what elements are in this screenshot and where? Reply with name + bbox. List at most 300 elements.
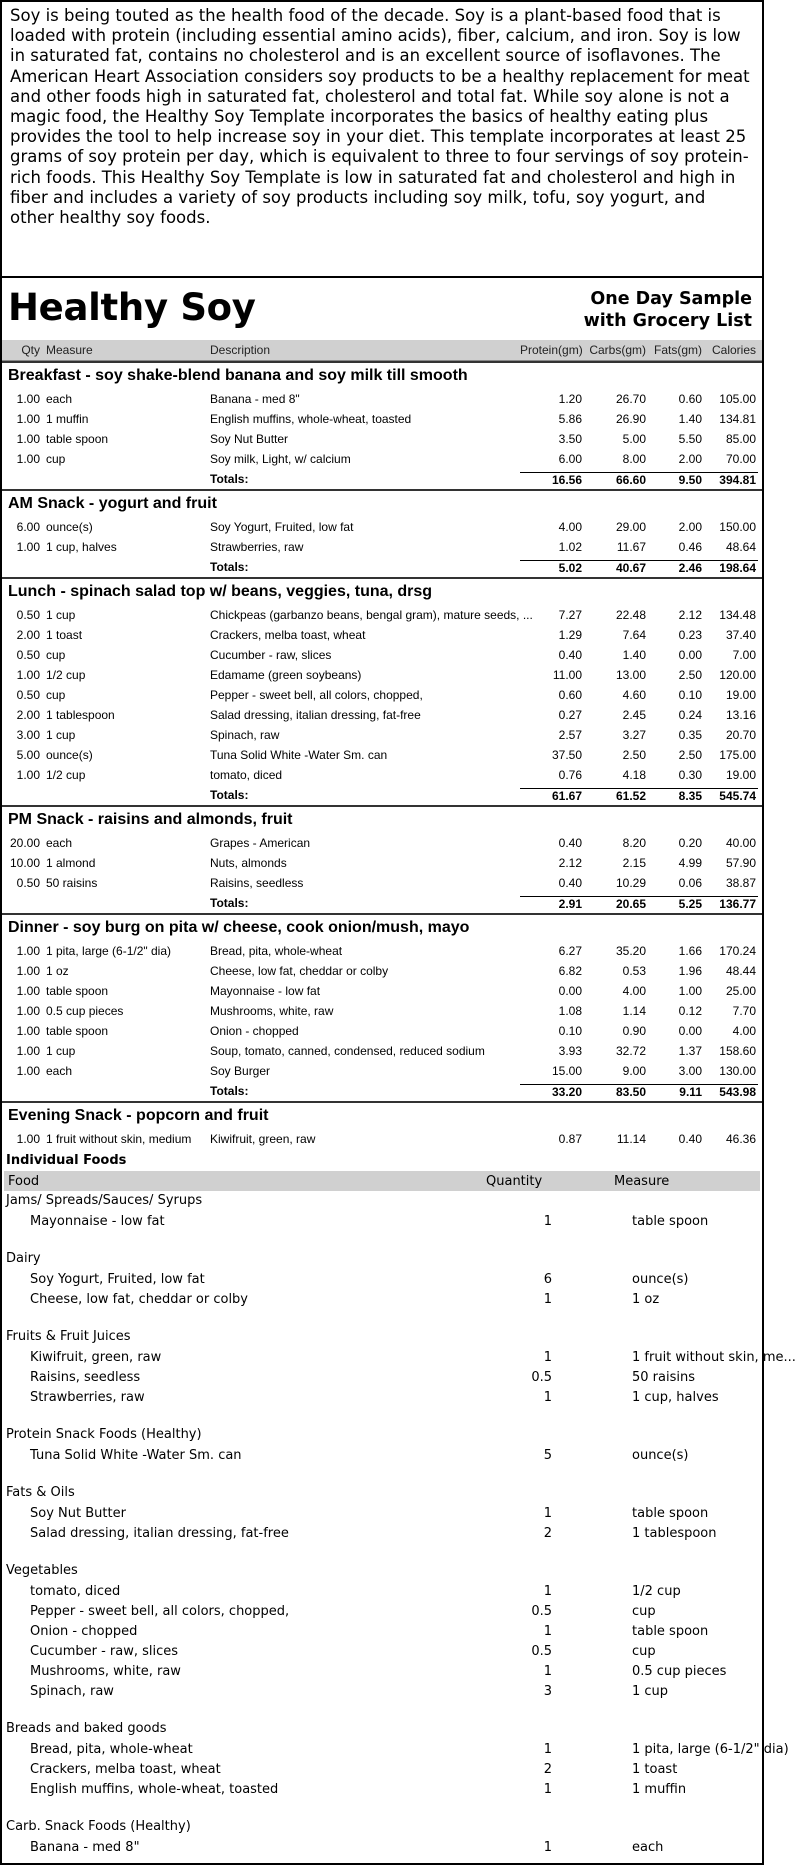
sample-label: [584, 288, 752, 332]
list-item: [2, 1503, 762, 1523]
measure-cell: cup: [46, 688, 66, 702]
table-row: [2, 765, 762, 785]
calories-cell: 13.16: [725, 708, 756, 722]
measure-cell: 1 muffin: [46, 412, 89, 426]
protein-cell: 6.82: [558, 964, 582, 978]
food-quantity: 2: [543, 1761, 552, 1777]
list-item: [2, 1269, 762, 1289]
food-quantity: 5: [543, 1447, 552, 1463]
totals-row: [2, 785, 762, 805]
total-protein: 61.67: [520, 788, 582, 803]
calories-cell: 25.00: [725, 984, 756, 998]
category-label: Vegetables: [6, 1563, 78, 1578]
carbs-cell: 5.00: [622, 432, 646, 446]
calories-cell: 70.00: [725, 452, 756, 466]
food-name: Onion - chopped: [30, 1623, 138, 1639]
protein-cell: 1.20: [558, 392, 582, 406]
total-calories: 543.98: [702, 1084, 758, 1099]
total-carbs: 83.50: [582, 1084, 646, 1099]
food-name: Mushrooms, white, raw: [30, 1663, 181, 1679]
calories-cell: 19.00: [725, 768, 756, 782]
qty-cell: 3.00: [16, 728, 40, 742]
food-quantity: 1: [543, 1583, 552, 1599]
fats-cell: 3.00: [678, 1064, 702, 1078]
col-quantity: Quantity: [486, 1173, 543, 1189]
calories-cell: 175.00: [719, 748, 756, 762]
food-measure: cup: [632, 1643, 656, 1659]
protein-cell: 0.10: [558, 1024, 582, 1038]
measure-cell: 1 cup: [46, 1044, 76, 1058]
meal-section: [2, 489, 762, 577]
list-item: [2, 1347, 796, 1367]
protein-cell: 15.00: [551, 1064, 582, 1078]
food-measure: table spoon: [632, 1505, 709, 1521]
food-measure: 1 cup: [632, 1683, 669, 1699]
carbs-cell: 1.40: [622, 648, 646, 662]
list-item: [2, 1581, 762, 1601]
description-cell: Cheese, low fat, cheddar or colby: [210, 964, 389, 978]
qty-cell: 1.00: [16, 984, 40, 998]
measure-cell: each: [46, 836, 73, 850]
measure-cell: 1 tablespoon: [46, 708, 115, 722]
list-item: [2, 1759, 762, 1779]
meal-section: [2, 1101, 762, 1149]
carbs-cell: 8.20: [622, 836, 646, 850]
table-row: [2, 449, 762, 469]
food-measure: table spoon: [632, 1213, 709, 1229]
measure-cell: 1 cup: [46, 608, 76, 622]
food-measure: 1 pita, large (6-1/2" dia): [632, 1741, 789, 1757]
calories-cell: 85.00: [725, 432, 756, 446]
description-cell: Soy milk, Light, w/ calcium: [210, 452, 351, 466]
totals-label: Totals:: [210, 896, 249, 910]
page-title: Healthy Soy: [8, 286, 256, 329]
total-protein: 33.20: [520, 1084, 582, 1099]
food-name: Cheese, low fat, cheddar or colby: [30, 1291, 249, 1307]
fats-cell: 0.35: [678, 728, 702, 742]
qty-cell: 1.00: [16, 1044, 40, 1058]
description-cell: Banana - med 8": [210, 392, 300, 406]
meals-section: [2, 361, 762, 1149]
fats-cell: 0.20: [678, 836, 702, 850]
list-item: [2, 1837, 762, 1857]
total-carbs: 61.52: [582, 788, 646, 803]
carbs-cell: 11.67: [616, 540, 646, 554]
food-name: Kiwifruit, green, raw: [30, 1349, 162, 1365]
protein-cell: 0.40: [558, 876, 582, 890]
qty-cell: 1.00: [16, 1024, 40, 1038]
measure-cell: 1 pita, large (6-1/2" dia): [46, 944, 171, 958]
calories-cell: 7.70: [732, 1004, 756, 1018]
measure-cell: cup: [46, 452, 66, 466]
table-row: [2, 853, 762, 873]
qty-cell: 6.00: [16, 520, 40, 534]
description-cell: Cucumber - raw, slices: [210, 648, 332, 662]
calories-cell: 7.00: [732, 648, 756, 662]
total-calories: 394.81: [702, 472, 758, 487]
meal-title: Lunch - spinach salad top w/ beans, veggies, tuna, drsg: [8, 583, 433, 600]
totals-row: [2, 1081, 762, 1101]
col-carbs: Carbs(gm): [589, 343, 646, 357]
food-name: Crackers, melba toast, wheat: [30, 1761, 221, 1777]
qty-cell: 1.00: [16, 432, 40, 446]
measure-cell: each: [46, 1064, 73, 1078]
carbs-cell: 7.64: [622, 628, 646, 642]
qty-cell: 2.00: [16, 628, 40, 642]
table-row: [2, 941, 762, 961]
description-cell: Bread, pita, whole-wheat: [210, 944, 343, 958]
food-measure: 1 toast: [632, 1761, 678, 1777]
total-protein: 2.91: [520, 896, 582, 911]
total-fats: 2.46: [646, 560, 702, 575]
description-cell: Tuna Solid White -Water Sm. can: [210, 748, 388, 762]
food-name: Soy Yogurt, Fruited, low fat: [30, 1271, 205, 1287]
food-measure: each: [632, 1839, 664, 1855]
protein-cell: 37.50: [551, 748, 582, 762]
total-protein: 5.02: [520, 560, 582, 575]
description-cell: Soy Yogurt, Fruited, low fat: [210, 520, 354, 534]
fats-cell: 2.50: [678, 668, 702, 682]
intro-paragraph: Soy is being touted as the health food of the decade. Soy is a plant-based food that is loaded with protein (including essential amino acids), fiber, calcium, and iron. Soy is low in saturated fat, contains no cholesterol and is an excellent source of isoflavones. The American Heart Association considers soy products to be a healthy replacement for meat and other foods high in saturated fat, cholesterol and total fat. While soy alone is not a magic food, the Healthy Soy Template incorporates the basics of healthy eating plus provides the tool to help increase soy in your diet. This template incorporates at least 25 grams of soy protein per day, which is equivalent to three to four servings of soy protein-rich foods. This Healthy Soy Template is low in saturated fat and cholesterol and high in fiber and includes a variety of soy products including soy milk, tofu, soy yogurt, and other healthy soy foods.: [2, 2, 762, 278]
qty-cell: 1.00: [16, 768, 40, 782]
total-fats: 5.25: [646, 896, 702, 911]
individual-foods-title: Individual Foods: [6, 1153, 127, 1168]
fats-cell: 0.12: [678, 1004, 702, 1018]
description-cell: Kiwifruit, green, raw: [210, 1132, 316, 1146]
description-cell: Edamame (green soybeans): [210, 668, 362, 682]
qty-cell: 1.00: [16, 1004, 40, 1018]
col-fats: Fats(gm): [654, 343, 702, 357]
fats-cell: 0.23: [678, 628, 702, 642]
food-measure: ounce(s): [632, 1447, 689, 1463]
description-cell: Soup, tomato, canned, condensed, reduced sodium: [210, 1044, 485, 1058]
calories-cell: 57.90: [725, 856, 756, 870]
measure-cell: table spoon: [46, 984, 109, 998]
food-quantity: 6: [543, 1271, 552, 1287]
food-measure: 1 tablespoon: [632, 1525, 717, 1541]
calories-cell: 158.60: [719, 1044, 756, 1058]
food-measure: 50 raisins: [632, 1369, 695, 1385]
protein-cell: 7.27: [558, 608, 582, 622]
category-list: [2, 1191, 796, 1857]
list-item: [2, 1681, 762, 1701]
calories-cell: 48.44: [725, 964, 756, 978]
col-measure: Measure: [46, 343, 93, 357]
food-measure: cup: [632, 1603, 656, 1619]
food-quantity: 1: [543, 1291, 552, 1307]
carbs-cell: 29.00: [615, 520, 646, 534]
calories-cell: 150.00: [719, 520, 756, 534]
protein-cell: 0.27: [558, 708, 582, 722]
protein-cell: 4.00: [558, 520, 582, 534]
measure-cell: 1/2 cup: [46, 768, 86, 782]
category-label: Fruits & Fruit Juices: [6, 1329, 131, 1344]
carbs-cell: 4.60: [622, 688, 646, 702]
calories-cell: 130.00: [719, 1064, 756, 1078]
fats-cell: 1.37: [678, 1044, 702, 1058]
measure-cell: 1 fruit without skin, medium: [46, 1132, 192, 1146]
fats-cell: 0.00: [678, 648, 702, 662]
carbs-cell: 26.90: [615, 412, 646, 426]
col-calories: Calories: [711, 343, 756, 357]
food-name: Strawberries, raw: [30, 1389, 145, 1405]
protein-cell: 1.02: [558, 540, 582, 554]
table-row: [2, 745, 762, 765]
food-measure: table spoon: [632, 1623, 709, 1639]
meal-title: PM Snack - raisins and almonds, fruit: [8, 811, 293, 828]
description-cell: Strawberries, raw: [210, 540, 304, 554]
list-item: [2, 1523, 762, 1543]
protein-cell: 11.00: [552, 668, 582, 682]
table-row: [2, 537, 762, 557]
list-item: [2, 1779, 762, 1799]
carbs-cell: 22.48: [615, 608, 646, 622]
total-carbs: 66.60: [582, 472, 646, 487]
fats-cell: 2.12: [678, 608, 702, 622]
description-cell: Chickpeas (garbanzo beans, bengal gram), mature seeds, ...: [210, 608, 533, 622]
food-quantity: 0.5: [531, 1643, 552, 1659]
list-item: [2, 1641, 762, 1661]
qty-cell: 1.00: [16, 540, 40, 554]
food-name: Salad dressing, italian dressing, fat-free: [30, 1525, 289, 1541]
protein-cell: 0.76: [558, 768, 582, 782]
measure-cell: each: [46, 392, 73, 406]
carbs-cell: 4.18: [622, 768, 646, 782]
fats-cell: 2.00: [678, 520, 702, 534]
meal-title: AM Snack - yogurt and fruit: [8, 495, 217, 512]
fats-cell: 1.66: [678, 944, 702, 958]
carbs-cell: 2.45: [622, 708, 646, 722]
description-cell: tomato, diced: [210, 768, 283, 782]
carbs-cell: 26.70: [615, 392, 646, 406]
measure-cell: 1/2 cup: [46, 668, 86, 682]
measure-cell: cup: [46, 648, 66, 662]
qty-cell: 1.00: [16, 1132, 40, 1146]
food-name: Cucumber - raw, slices: [30, 1643, 179, 1659]
carbs-cell: 1.14: [622, 1004, 646, 1018]
calories-cell: 105.00: [719, 392, 756, 406]
list-item: [2, 1387, 762, 1407]
fats-cell: 0.10: [678, 688, 702, 702]
description-cell: Crackers, melba toast, wheat: [210, 628, 366, 642]
table-row: [2, 1021, 762, 1041]
calories-cell: 20.70: [725, 728, 756, 742]
measure-cell: 1 cup: [46, 728, 76, 742]
description-cell: Mushrooms, white, raw: [210, 1004, 334, 1018]
totals-row: [2, 557, 762, 577]
individual-foods-header: [4, 1171, 760, 1191]
measure-cell: table spoon: [46, 1024, 109, 1038]
carbs-cell: 10.29: [615, 876, 646, 890]
table-row: [2, 1001, 762, 1021]
sample-line-2: with Grocery List: [583, 311, 752, 331]
total-carbs: 40.67: [582, 560, 646, 575]
measure-cell: 1 almond: [46, 856, 96, 870]
food-quantity: 2: [543, 1525, 552, 1541]
description-cell: Nuts, almonds: [210, 856, 287, 870]
totals-label: Totals:: [210, 472, 249, 486]
col-qty: Qty: [21, 343, 40, 357]
food-quantity: 1: [543, 1781, 552, 1797]
description-cell: Soy Nut Butter: [210, 432, 289, 446]
meal-section: [2, 805, 762, 913]
col-measure-ind: Measure: [614, 1173, 670, 1189]
protein-cell: 0.60: [558, 688, 582, 702]
table-row: [2, 645, 762, 665]
list-item: [2, 1601, 762, 1621]
meal-title: Dinner - soy burg on pita w/ cheese, cook onion/mush, mayo: [8, 919, 470, 936]
protein-cell: 0.87: [558, 1132, 582, 1146]
totals-label: Totals:: [210, 1084, 249, 1098]
protein-cell: 0.40: [558, 836, 582, 850]
category-label: Breads and baked goods: [6, 1721, 167, 1736]
description-cell: Soy Burger: [210, 1064, 271, 1078]
fats-cell: 0.24: [678, 708, 702, 722]
calories-cell: 134.81: [719, 412, 756, 426]
fats-cell: 0.46: [678, 540, 702, 554]
carbs-cell: 13.00: [615, 668, 646, 682]
food-measure: 1 fruit without skin, me...: [632, 1349, 796, 1365]
calories-cell: 120.00: [719, 668, 756, 682]
food-measure: 0.5 cup pieces: [632, 1663, 727, 1679]
total-fats: 9.11: [646, 1084, 702, 1099]
qty-cell: 2.00: [16, 708, 40, 722]
calories-cell: 4.00: [732, 1024, 756, 1038]
total-calories: 198.64: [702, 560, 758, 575]
food-name: Pepper - sweet bell, all colors, chopped,: [30, 1603, 290, 1619]
total-fats: 8.35: [646, 788, 702, 803]
calories-cell: 19.00: [725, 688, 756, 702]
template-header: [2, 278, 762, 340]
table-row: [2, 429, 762, 449]
calories-cell: 134.48: [719, 608, 756, 622]
food-quantity: 1: [543, 1741, 552, 1757]
qty-cell: 1.00: [16, 412, 40, 426]
measure-cell: 0.5 cup pieces: [46, 1004, 124, 1018]
food-name: Spinach, raw: [30, 1683, 114, 1699]
sample-line-1: One Day Sample: [590, 289, 752, 309]
fats-cell: 5.50: [678, 432, 702, 446]
food-quantity: 3: [543, 1683, 552, 1699]
description-cell: Raisins, seedless: [210, 876, 304, 890]
fats-cell: 1.00: [678, 984, 702, 998]
description-cell: Salad dressing, italian dressing, fat-free: [210, 708, 421, 722]
qty-cell: 1.00: [16, 452, 40, 466]
table-row: [2, 1129, 762, 1149]
table-row: [2, 685, 762, 705]
table-row: [2, 961, 762, 981]
description-cell: Mayonnaise - low fat: [210, 984, 321, 998]
carbs-cell: 0.53: [622, 964, 646, 978]
fats-cell: 2.50: [678, 748, 702, 762]
food-quantity: 1: [543, 1505, 552, 1521]
food-name: Mayonnaise - low fat: [30, 1213, 165, 1229]
col-food: Food: [8, 1173, 40, 1189]
table-row: [2, 725, 762, 745]
total-carbs: 20.65: [582, 896, 646, 911]
protein-cell: 2.12: [558, 856, 582, 870]
carbs-cell: 4.00: [622, 984, 646, 998]
food-quantity: 0.5: [531, 1369, 552, 1385]
qty-cell: 1.00: [16, 668, 40, 682]
fats-cell: 1.40: [678, 412, 702, 426]
table-row: [2, 833, 762, 853]
meal-title: Breakfast - soy shake-blend banana and soy milk till smooth: [8, 367, 468, 384]
measure-cell: 1 toast: [46, 628, 83, 642]
col-description: Description: [210, 343, 271, 357]
table-row: [2, 981, 762, 1001]
food-measure: 1 muffin: [632, 1781, 687, 1797]
carbs-cell: 9.00: [622, 1064, 646, 1078]
protein-cell: 3.50: [558, 432, 582, 446]
totals-label: Totals:: [210, 788, 249, 802]
table-row: [2, 1061, 762, 1081]
food-measure: 1/2 cup: [632, 1583, 681, 1599]
list-item: [2, 1621, 762, 1641]
list-item: [2, 1661, 762, 1681]
table-row: [2, 409, 762, 429]
carbs-cell: 2.50: [622, 748, 646, 762]
measure-cell: ounce(s): [46, 520, 93, 534]
table-row: [2, 517, 762, 537]
carbs-cell: 0.90: [622, 1024, 646, 1038]
list-item: [2, 1367, 762, 1387]
protein-cell: 0.00: [558, 984, 582, 998]
totals-row: [2, 893, 762, 913]
col-protein: Protein(gm): [520, 343, 583, 357]
calories-cell: 37.40: [725, 628, 756, 642]
table-row: [2, 1041, 762, 1061]
measure-cell: 1 cup, halves: [46, 540, 117, 554]
protein-cell: 6.27: [558, 944, 582, 958]
carbs-cell: 2.15: [622, 856, 646, 870]
qty-cell: 0.50: [16, 608, 40, 622]
table-row: [2, 705, 762, 725]
food-measure: 1 cup, halves: [632, 1389, 719, 1405]
food-measure: 1 oz: [632, 1291, 660, 1307]
qty-cell: 1.00: [16, 1064, 40, 1078]
total-calories: 136.77: [702, 896, 758, 911]
fats-cell: 0.40: [678, 1132, 702, 1146]
category-label: Dairy: [6, 1251, 41, 1266]
description-cell: Pepper - sweet bell, all colors, chopped,: [210, 688, 423, 702]
category-label: Protein Snack Foods (Healthy): [6, 1427, 202, 1442]
food-measure: ounce(s): [632, 1271, 689, 1287]
qty-cell: 10.00: [9, 856, 40, 870]
list-item: [2, 1739, 789, 1759]
food-name: Raisins, seedless: [30, 1369, 141, 1385]
qty-cell: 1.00: [16, 944, 40, 958]
fats-cell: 0.06: [678, 876, 702, 890]
protein-cell: 6.00: [558, 452, 582, 466]
calories-cell: 38.87: [725, 876, 756, 890]
food-name: tomato, diced: [30, 1583, 121, 1599]
fats-cell: 0.00: [678, 1024, 702, 1038]
food-quantity: 1: [543, 1623, 552, 1639]
calories-cell: 170.24: [719, 944, 756, 958]
food-quantity: 1: [543, 1349, 552, 1365]
fats-cell: 0.60: [678, 392, 702, 406]
qty-cell: 20.00: [9, 836, 40, 850]
meal-table-header: [2, 340, 762, 361]
description-cell: Grapes - American: [210, 836, 311, 850]
protein-cell: 1.08: [558, 1004, 582, 1018]
food-name: Banana - med 8": [30, 1839, 140, 1855]
fats-cell: 1.96: [678, 964, 702, 978]
qty-cell: 1.00: [16, 392, 40, 406]
protein-cell: 1.29: [558, 628, 582, 642]
individual-foods-section: [2, 1151, 796, 1857]
